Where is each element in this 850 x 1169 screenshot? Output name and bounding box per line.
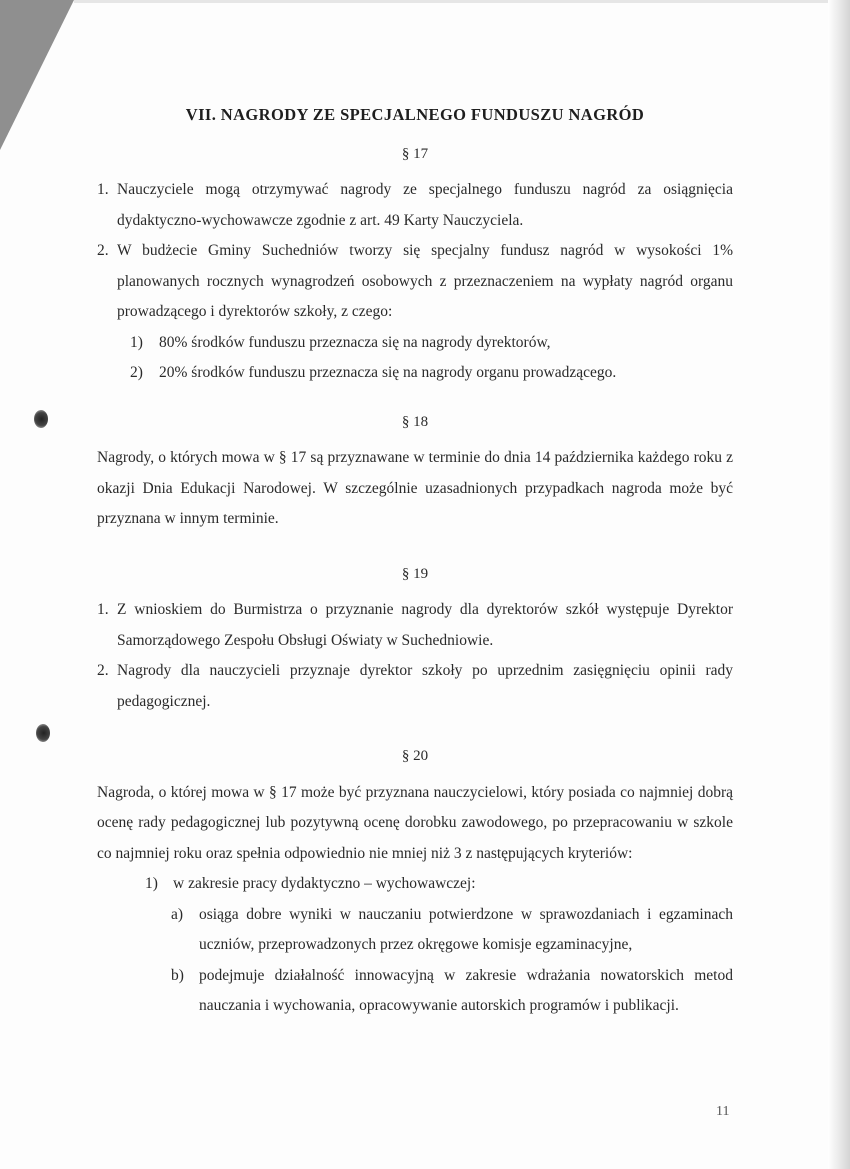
subitem-text: 20% środków funduszu przeznacza się na nagrody organu prowadzącego.: [159, 364, 617, 381]
item-text: Nagrody dla nauczycieli przyznaje dyrektor szkoły po uprzednim zasięgnięciu opinii rady pedagogicznej.: [117, 662, 733, 710]
list-item: [97, 595, 733, 656]
subitem-text: 80% środków funduszu przeznacza się na nagrody dyrektorów,: [159, 333, 551, 351]
chapter-heading: VII. NAGRODY ZE SPECJALNEGO FUNDUSZU NAGRÓD: [185, 105, 645, 124]
document-body: [97, 100, 733, 1022]
subcriterion-text: osiąga dobre wyniki w nauczaniu potwierdzone w sprawozdaniach i egzaminach uczniów, przeprowadzonych przez okręgowe komisje egzaminacyjne,: [199, 905, 733, 953]
section-mark-20: § 20: [401, 748, 429, 764]
subcriterion-item: [97, 961, 733, 1022]
subcriterion-letter: b): [171, 966, 184, 984]
criterion-item: [97, 869, 733, 900]
section-18-text: Nagrody, o których mowa w § 17 są przyznawane w terminie do dnia 14 października każdego roku z okazji Dnia Edukacji Narodowej. W szczególnie uzasadnionych przypadkach nagroda może być przyznana w innym terminie.: [97, 449, 733, 527]
section-mark-19: § 19: [401, 565, 429, 582]
list-subitem: [97, 358, 733, 389]
punch-hole-icon: [34, 410, 48, 428]
subcriterion-letter: a): [171, 905, 184, 923]
list-item: [97, 175, 733, 236]
item-text: Nauczyciele mogą otrzymywać nagrody ze specjalnego funduszu nagród za osiągnięcia dydaktyczno-wychowawcze zgodnie z art. 49 Karty Nauczyciela.: [117, 181, 733, 229]
item-text: W budżecie Gminy Suchedniów tworzy się specjalny fundusz nagród w wysokości 1% planowanych rocznych wynagrodzeń osobowych z przeznaczeniem na wypłaty nagród organu prowadzącego i dyrektorów szkoły, z czego:: [117, 242, 733, 320]
criterion-text: w zakresie pracy dydaktyczno – wychowawczej:: [173, 875, 476, 892]
punch-hole-icon: [36, 724, 50, 742]
section-mark-17: § 17: [401, 145, 429, 162]
scan-top-edge: [74, 0, 850, 3]
item-text: Z wnioskiem do Burmistrza o przyznanie nagrody dla dyrektorów szkół występuje Dyrektor Samorządowego Zespołu Obsługi Oświaty w Suchedniowie.: [117, 601, 733, 649]
subcriterion-text: podejmuje działalność innowacyjną w zakresie wdrażania nowatorskich metod nauczania i wychowania, opracowywanie autorskich programów i publikacji.: [199, 966, 733, 1014]
item-number: 2.: [97, 242, 109, 259]
criterion-number: 1): [145, 875, 158, 892]
list-item: [97, 656, 733, 717]
section-20-text: Nagroda, o której mowa w § 17 może być przyznana nauczycielowi, który posiada co najmniej dobrą ocenę rady pedagogicznej lub pozytywną ocenę dorobku zawodowego, po przepracowaniu w szkole co najmniej roku oraz spełnia odpowiednio nie mniej niż 3 z następujących kryteriów:: [97, 783, 733, 862]
section-mark-18: § 18: [401, 413, 429, 430]
subitem-number: 2): [130, 364, 143, 381]
item-number: 1.: [97, 181, 109, 198]
list-subitem: [97, 328, 733, 359]
list-item: [97, 236, 733, 328]
scan-right-edge: [828, 0, 850, 1169]
subcriterion-item: [97, 900, 733, 961]
subitem-number: 1): [130, 333, 143, 351]
scan-corner-shadow: [0, 0, 74, 150]
page-number: 11: [716, 1104, 730, 1119]
item-number: 1.: [97, 601, 109, 618]
item-number: 2.: [97, 662, 109, 679]
